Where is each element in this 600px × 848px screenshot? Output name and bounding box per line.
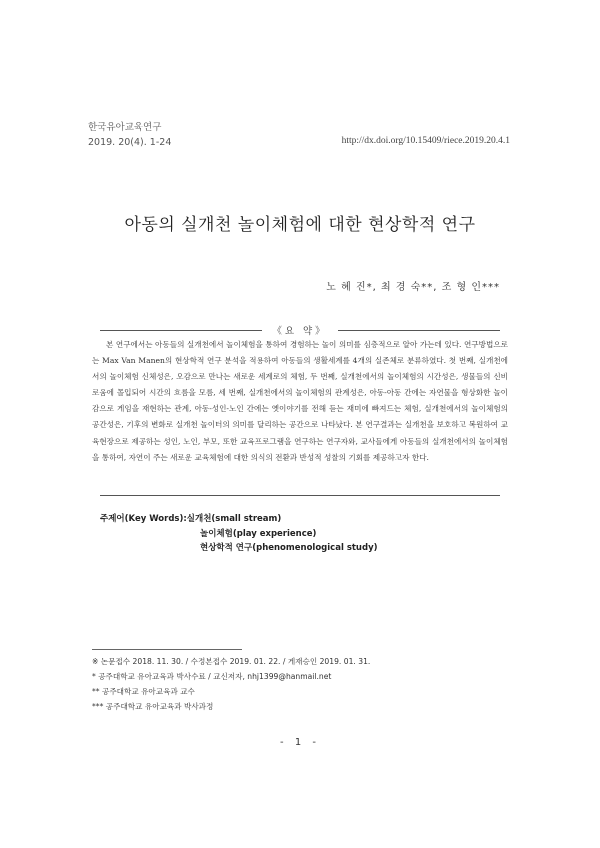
- abstract-label: 《요 약》: [272, 326, 328, 337]
- abstract-heading: [100, 323, 500, 337]
- footnotes: [92, 654, 370, 714]
- abstract-end-rule: [100, 495, 500, 496]
- paper-title: 아동의 실개천 놀이체험에 대한 현상학적 연구: [124, 215, 476, 235]
- footnote-author-2: ** 공주대학교 유아교육과 교수: [92, 687, 195, 696]
- keywords-block: [100, 512, 378, 556]
- journal-info: [88, 120, 171, 150]
- keywords-label: 주제어(Key Words):: [100, 514, 187, 524]
- volume-info: 2019. 20(4). 1-24: [88, 137, 172, 148]
- doi-link[interactable]: http://dx.doi.org/10.15409/riece.2019.20.4.1: [341, 136, 510, 146]
- abstract-rule-left: [100, 330, 262, 331]
- author-list: 노 혜 진*, 최 경 숙**, 조 형 인***: [326, 282, 500, 293]
- abstract-body: [92, 337, 508, 466]
- keyword-item: 실개천(small stream): [186, 514, 282, 524]
- footnote-rule: [92, 649, 242, 650]
- footnote-dates: ※ 논문접수 2018. 11. 30. / 수정본접수 2019. 01. 22. / 게재승인 2019. 01. 31.: [92, 657, 371, 666]
- abstract-rule-right: [338, 330, 500, 331]
- keyword-item: 현상학적 연구(phenomenological study): [200, 543, 378, 553]
- footnote-author-3: *** 공주대학교 유아교육과 박사과정: [92, 702, 214, 711]
- abstract-text: 본 연구에서는 아동들의 실개천에서 놀이체험을 통하여 경험하는 놀이 의미를 심층적으로 알아 가는데 있다. 연구방법으로는 Max Van Manen의 현상학적 연구 분석을 적용하여 아동들의 생활세계를 4개의 실존체로 분류하였다. 첫 번째, 실개천에서의 놀이체험 신체성은, 오감으로 만나는 새로운 세계로의 체험, 두 번째, 실개천에서의 놀이체험의 시간성은, 생물들의 신비로움에 몰입되어 시간의 흐름을 모름, 세 번째, 실개천에서의 놀이체험의 관계성은, 아동-아동 간에는 자연물을 형상화한 놀이 감으로 게임을 재현하는 관계, 아동-성인-노인 간에는 옛이야기를 전해 듣는 재미에 빠져드는 체험, 실개천에서의 놀이체험의 공간성은, 기후의 변화로 실개천 놀이터의 의미를 달리하는 공간으로 나타났다. 본 연구결과는 실개천을 보호하고 복원하여 교육현장으로 제공하는 성인, 노인, 부모, 또한 교육프로그램을 연구하는 연구자와, 교사들에게 아동들의 실개천에서의 놀이체험을 통하여, 자연이 주는 새로운 교육체험에 대한 의식의 전환과 반성적 성찰의 기회를 제공하고자 한다.: [92, 340, 508, 462]
- footnote-author-1: * 공주대학교 유아교육과 박사수료 / 교신저자, nhj1399@hanmail.net: [92, 672, 332, 681]
- journal-name: 한국유아교육연구: [88, 122, 162, 133]
- page-number: - 1 -: [280, 737, 320, 748]
- keyword-item: 놀이체험(play experience): [200, 528, 317, 539]
